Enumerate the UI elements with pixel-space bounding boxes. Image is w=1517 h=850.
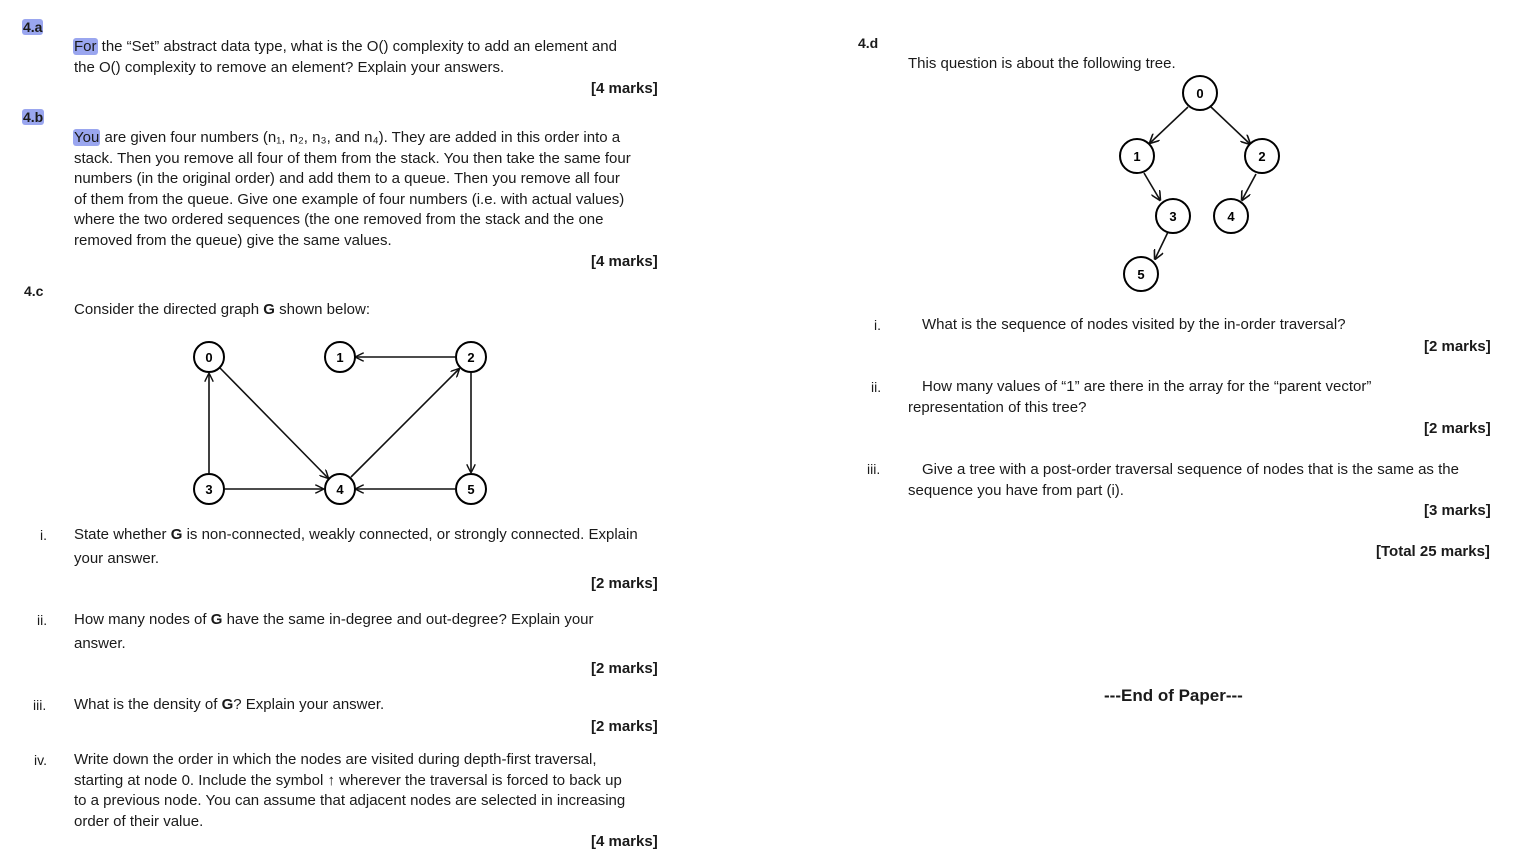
edge-4-2 <box>351 369 459 477</box>
q4d-ii-text <box>908 377 1371 418</box>
q4c-i-text <box>74 523 638 571</box>
q4d-iii-line2: sequence you have from part (i). <box>908 481 1124 499</box>
q4d-ii-line2: representation of this tree? <box>908 398 1087 416</box>
graph-node-5-label: 5 <box>467 482 475 497</box>
q4c-i-post: is non-connected, weakly connected, or strongly connected. Explain <box>182 526 638 543</box>
tree-node-1-label: 1 <box>1133 149 1141 164</box>
question-4b-text <box>73 128 631 251</box>
tree-node-3 <box>1156 199 1190 233</box>
graph-node-2 <box>456 342 486 372</box>
marks-4c-i: [2 marks] <box>591 575 658 592</box>
q4d-iii-text <box>908 460 1459 501</box>
q4c-i-bold: G <box>170 526 183 543</box>
q4c-ii-post: have the same in-degree and out-degree? Explain your <box>222 611 594 628</box>
binary-tree <box>1100 70 1300 295</box>
marks-4d-iii: [3 marks] <box>1424 502 1491 519</box>
q4c-ii-line2: answer. <box>74 635 126 652</box>
graph-node-0-label: 0 <box>205 350 213 365</box>
q4c-iii-bold: G <box>221 696 234 713</box>
question-label-4c: 4.c <box>24 283 44 299</box>
highlight-lead-4b: You <box>74 129 100 146</box>
q4b-line5: where the two ordered sequences (the one removed from the stack and the one <box>74 211 604 228</box>
graph-node-1-label: 1 <box>336 350 344 365</box>
graph-node-0 <box>194 342 224 372</box>
q4a-line2: the O() complexity to remove an element? Explain your answers. <box>74 58 505 76</box>
q4c-intro-pre: Consider the directed graph <box>74 301 264 318</box>
tree-node-4-label: 4 <box>1227 209 1235 224</box>
graph-node-1 <box>325 342 355 372</box>
total-marks: [Total 25 marks] <box>1376 543 1490 560</box>
q4c-ii-text <box>74 608 594 656</box>
q4d-ii-number: ii. <box>871 379 882 395</box>
tree-node-0 <box>1183 76 1217 110</box>
q4c-i-number: i. <box>40 527 47 543</box>
end-of-paper: ---End of Paper--- <box>1104 686 1243 705</box>
q4d-iii-number: iii. <box>867 461 881 477</box>
graph-node-2-label: 2 <box>467 350 475 365</box>
tree-edge-1-3 <box>1144 173 1160 200</box>
q4c-iv-text <box>74 750 625 832</box>
tree-node-0-label: 0 <box>1196 86 1204 101</box>
q4c-iv-line3: to a previous node. You can assume that adjacent nodes are selected in increasing <box>74 792 626 809</box>
q4c-iii-text <box>74 696 384 713</box>
q4b-line4: of them from the queue. Give one example of four numbers (i.e. with actual values) <box>74 190 625 208</box>
tree-edge-3-5 <box>1155 232 1168 259</box>
q4c-iv-line2: starting at node 0. Include the symbol ↑ wherever the traversal is forced to back up <box>74 771 622 789</box>
graph-node-3-label: 3 <box>205 482 213 497</box>
question-4c-intro <box>74 301 370 318</box>
question-label-4d: 4.d <box>858 35 879 51</box>
q4c-i-line2: your answer. <box>74 550 160 567</box>
q4c-intro-post: shown below: <box>274 301 371 318</box>
q4c-iv-line4: order of their value. <box>74 812 204 830</box>
tree-node-5-label: 5 <box>1137 267 1145 282</box>
q4d-ii-line1: How many values of “1” are there in the array for the “parent vector” <box>922 378 1372 395</box>
q4b-line3: numbers (in the original order) and add them to a queue. Then you remove all four <box>74 170 620 187</box>
question-label-4a: 4.a <box>23 19 43 35</box>
marks-4d-ii: [2 marks] <box>1424 420 1491 437</box>
q4c-iii-pre: What is the density of <box>74 696 222 713</box>
q4b-line6: removed from the queue) give the same values. <box>74 231 392 249</box>
tree-node-2-label: 2 <box>1258 149 1266 164</box>
tree-node-2 <box>1245 139 1279 173</box>
q4c-iii-number: iii. <box>33 697 47 713</box>
tree-edge-0-2 <box>1211 107 1250 144</box>
question-label-4b: 4.b <box>23 109 44 125</box>
q4c-ii-bold: G <box>210 611 223 628</box>
q4d-i-text: What is the sequence of nodes visited by the in-order traversal? <box>922 316 1346 333</box>
q4b-line2: stack. Then you remove all four of them from the stack. You then take the same four <box>74 149 631 167</box>
tree-node-1 <box>1120 139 1154 173</box>
q4c-ii-number: ii. <box>37 612 48 628</box>
graph-node-5 <box>456 474 486 504</box>
marks-4c-iv: [4 marks] <box>591 833 658 850</box>
q4c-iii-post: ? Explain your answer. <box>233 696 385 713</box>
marks-4b: [4 marks] <box>591 253 658 270</box>
q4d-i-number: i. <box>874 317 881 333</box>
graph-node-4 <box>325 474 355 504</box>
q4d-iii-line1: Give a tree with a post-order traversal sequence of nodes that is the same as the <box>922 461 1459 478</box>
marks-4d-i: [2 marks] <box>1424 338 1491 355</box>
q4c-iv-line1: Write down the order in which the nodes are visited during depth-first traversal, <box>74 751 597 768</box>
tree-node-5 <box>1124 257 1158 291</box>
marks-4a: [4 marks] <box>591 80 658 97</box>
q4c-intro-bold: G <box>263 301 275 318</box>
marks-4c-iii: [2 marks] <box>591 718 658 735</box>
graph-node-3 <box>194 474 224 504</box>
edge-0-4 <box>220 368 328 478</box>
tree-node-3-label: 3 <box>1169 209 1177 224</box>
highlight-lead-4a: For <box>74 38 97 55</box>
q4c-i-pre: State whether <box>74 526 171 543</box>
q4c-iv-number: iv. <box>34 752 47 768</box>
question-4a-text <box>73 37 617 78</box>
q4a-line1: the “Set” abstract data type, what is the O() complexity to add an element and <box>97 38 617 55</box>
tree-edge-2-4 <box>1242 174 1256 200</box>
marks-4c-ii: [2 marks] <box>591 660 658 677</box>
directed-graph-g <box>180 335 500 505</box>
question-4d-intro: This question is about the following tree. <box>908 55 1176 72</box>
q4c-ii-pre: How many nodes of <box>74 611 211 628</box>
tree-node-4 <box>1214 199 1248 233</box>
tree-edge-0-1 <box>1150 107 1188 143</box>
graph-node-4-label: 4 <box>336 482 344 497</box>
q4b-line1: are given four numbers (n₁, n₂, n₃, and n₄). They are added in this order into a <box>100 129 621 146</box>
